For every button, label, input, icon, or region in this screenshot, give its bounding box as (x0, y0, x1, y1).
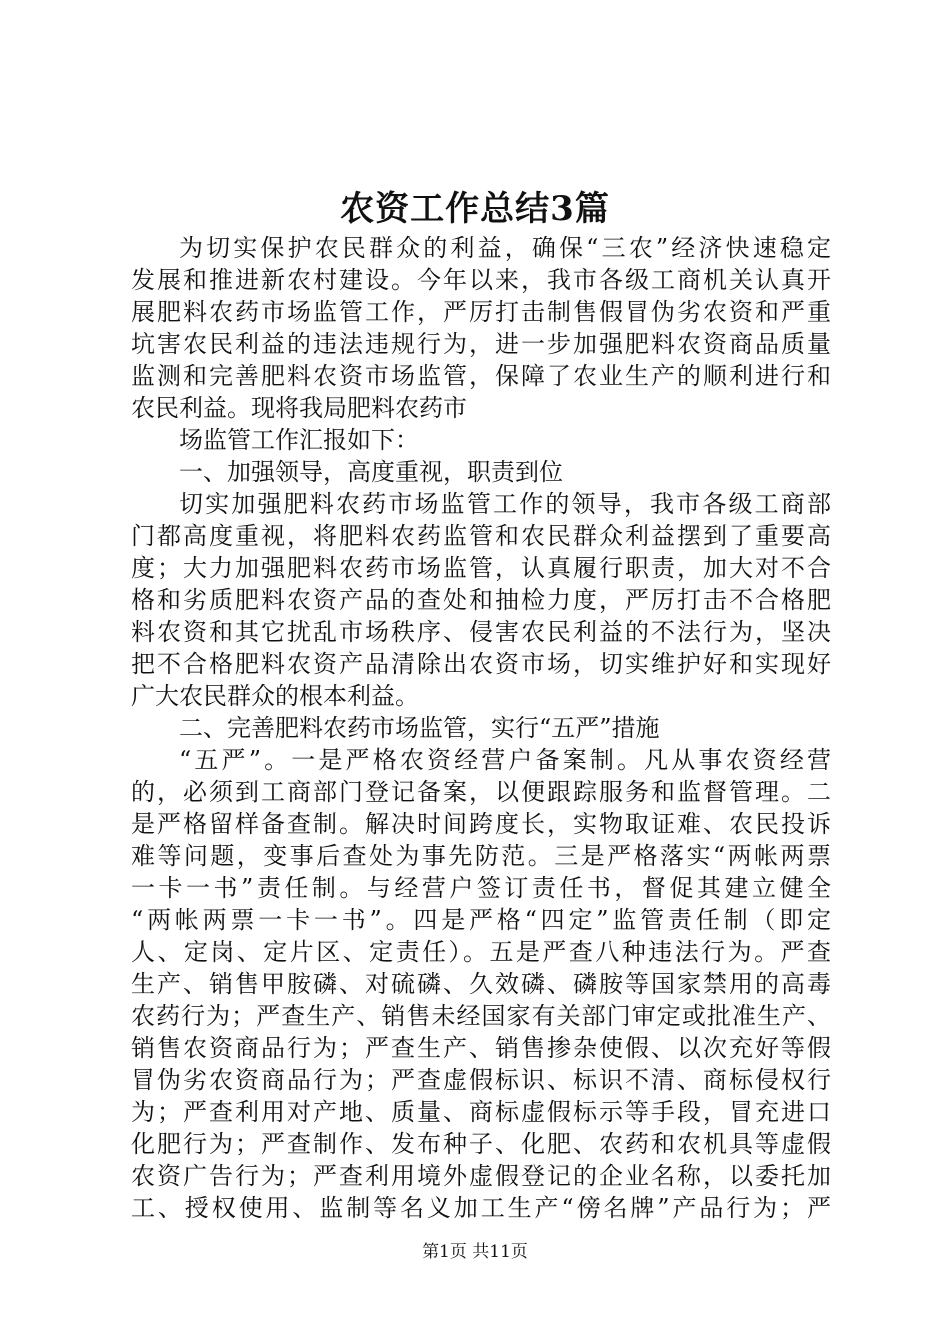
body-line: 为；严查利用对产地、质量、商标虚假标示等手段，冒充进口 (131, 1098, 831, 1126)
body-line: 难等问题，变事后查处为事先防范。三是严格落实“两帐两票 (131, 842, 831, 870)
body-line: 人、定岗、定片区、定责任）。五是严查八种违法行为。严查 (131, 938, 831, 966)
section-heading: 二、完善肥料农药市场监管，实行“五严”措施 (179, 714, 660, 742)
body-line: 场监管工作汇报如下： (179, 426, 419, 454)
body-line: 农资广告行为；严查利用境外虚假登记的企业名称，以委托加 (131, 1162, 831, 1190)
body-line: 把不合格肥料农资产品清除出农资市场，切实维护好和实现好 (131, 650, 831, 678)
body-line: 门都高度重视，将肥料农药监管和农民群众利益摆到了重要高 (131, 522, 831, 550)
section-heading: 一、加强领导，高度重视，职责到位 (179, 458, 563, 486)
body-line: “五严”。一是严格农资经营户备案制。凡从事农资经营 (179, 746, 831, 774)
body-line: 农药行为；严查生产、销售未经国家有关部门审定或批准生产、 (131, 1002, 831, 1030)
body-line: 冒伪劣农资商品行为；严查虚假标识、标识不清、商标侵权行 (131, 1066, 831, 1094)
document-body (131, 232, 831, 1224)
body-line: 销售农资商品行为；严查生产、销售掺杂使假、以次充好等假 (131, 1034, 831, 1062)
body-line: 农民利益。现将我局肥料农药市 (131, 394, 467, 422)
body-line: 坑害农民利益的违法违规行为，进一步加强肥料农资商品质量 (131, 330, 831, 358)
body-line: 生产、销售甲胺磷、对硫磷、久效磷、磷胺等国家禁用的高毒 (131, 970, 831, 998)
body-line: 料农资和其它扰乱市场秩序、侵害农民利益的不法行为，坚决 (131, 618, 831, 646)
body-line: 展肥料农药市场监管工作，严厉打击制售假冒伪劣农资和严重 (131, 298, 831, 326)
body-line: 格和劣质肥料农资产品的查处和抽检力度，严厉打击不合格肥 (131, 586, 831, 614)
body-line: 一卡一书”责任制。与经营户签订责任书，督促其建立健全 (131, 874, 831, 902)
body-line: 为切实保护农民群众的利益，确保“三农”经济快速稳定 (179, 234, 831, 262)
page-number-footer: 第1页 共11页 (422, 1242, 528, 1262)
body-line: 度；大力加强肥料农药市场监管，认真履行职责，加大对不合 (131, 554, 831, 582)
body-line: 是严格留样备查制。解决时间跨度长，实物取证难、农民投诉 (131, 810, 831, 838)
body-line: 发展和推进新农村建设。今年以来，我市各级工商机关认真开 (131, 266, 831, 294)
body-line: 的，必须到工商部门登记备案，以便跟踪服务和监督管理。二 (131, 778, 831, 806)
body-line: 广大农民群众的根本利益。 (131, 682, 419, 710)
body-line: 切实加强肥料农药市场监管工作的领导，我市各级工商部 (179, 490, 831, 518)
body-line: “两帐两票一卡一书”。四是严格“四定”监管责任制（即定 (131, 906, 831, 934)
body-line: 工、授权使用、监制等名义加工生产“傍名牌”产品行为；严 (131, 1194, 831, 1222)
body-line: 监测和完善肥料农资市场监管，保障了农业生产的顺利进行和 (131, 362, 831, 390)
body-line: 化肥行为；严查制作、发布种子、化肥、农药和农机具等虚假 (131, 1130, 831, 1158)
document-title: 农资工作总结3篇 (340, 189, 610, 229)
